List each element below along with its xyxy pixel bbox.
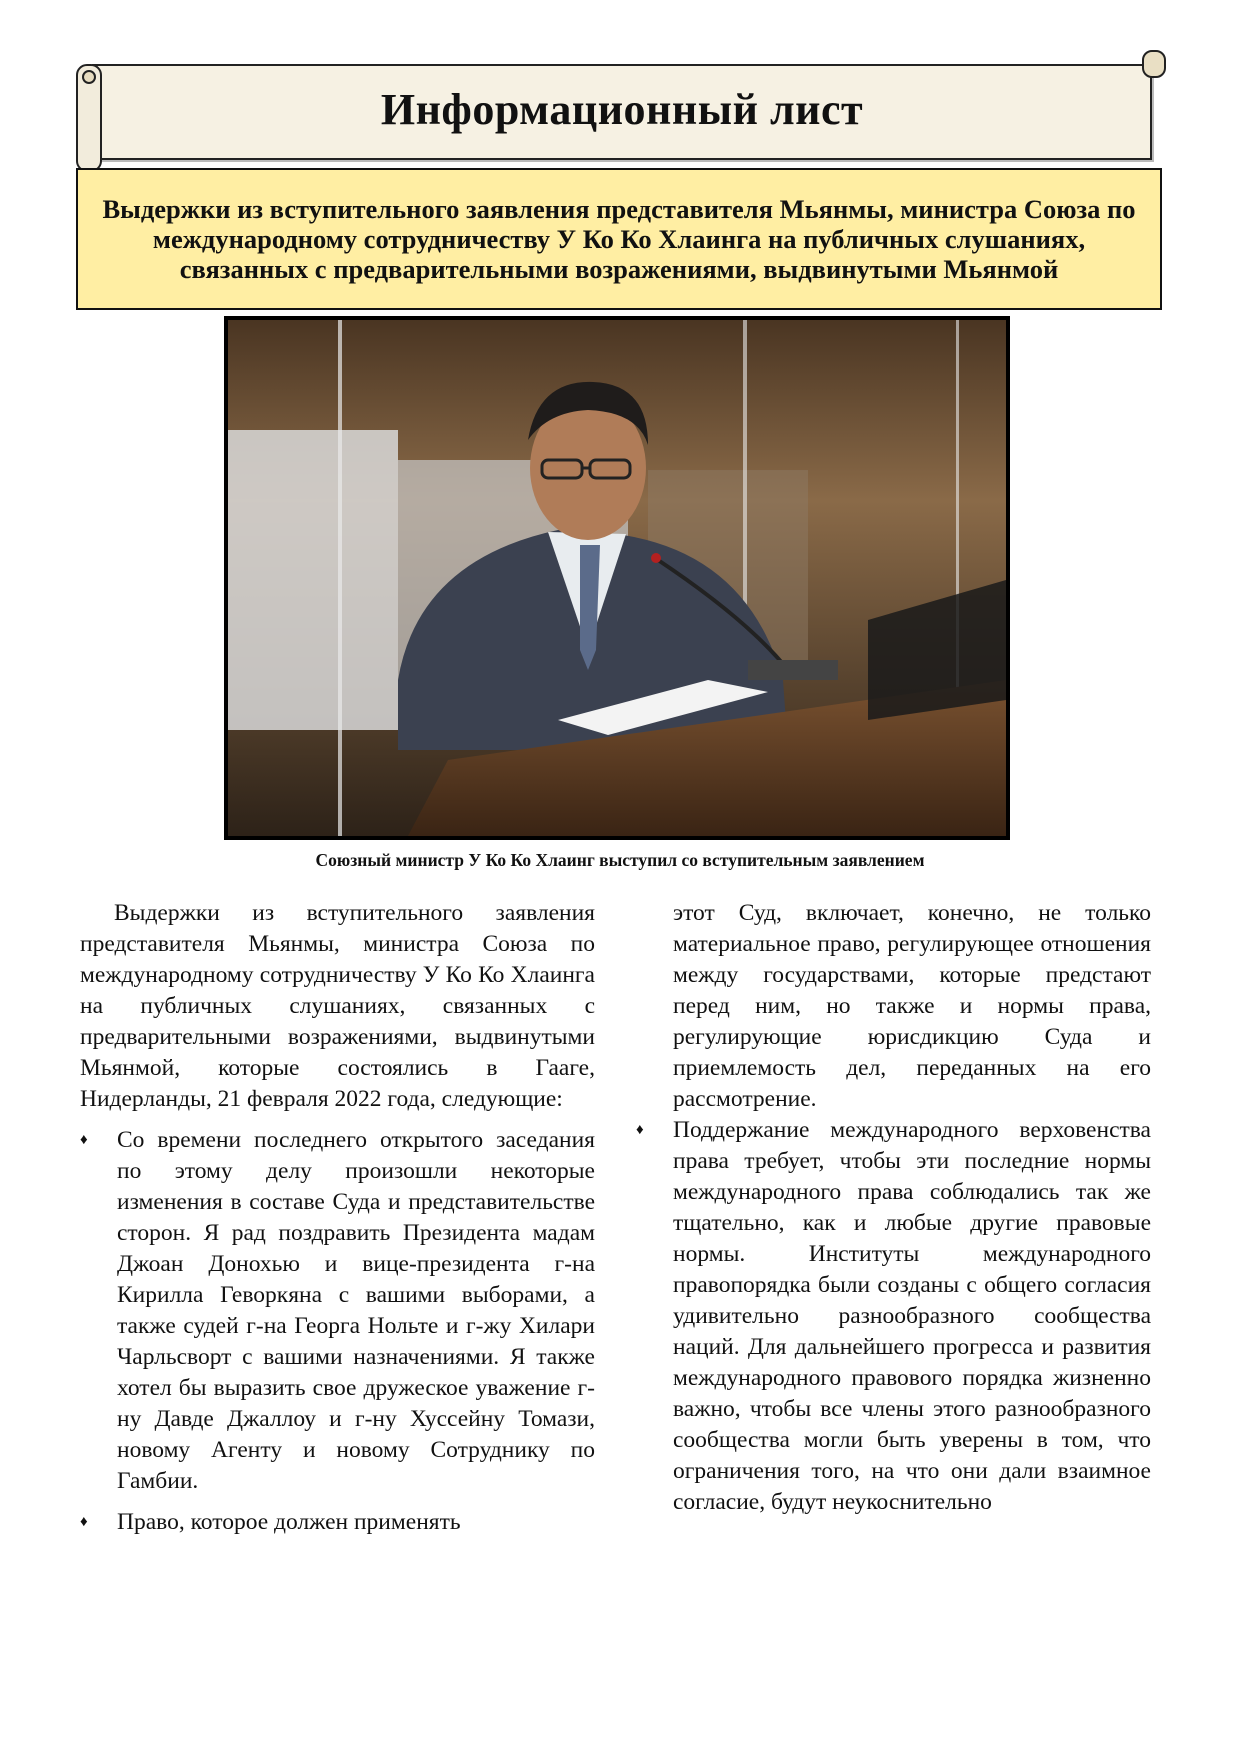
- page-title: Информационный лист: [380, 85, 864, 134]
- bullet-text: Поддержание международного верховенства права требует, чтобы эти последние нормы международного права соблюдались так же тщательно, как и любые другие правовые нормы. Институты международного правопорядка были созданы с общего согласия удивительно разнообразного сообщества наций. Для дальнейшего прогресса и развития международного правового порядка жизненно важно, чтобы все члены этого разнообразного сообщества могли быть уверены в том, что ограничения того, на что они дали взаимное согласие, будут неукоснительно: [673, 1117, 1151, 1515]
- list-item: [80, 1125, 595, 1497]
- list-item: [636, 1115, 1151, 1518]
- subtitle-box: [76, 168, 1162, 310]
- article-column-left: [80, 898, 595, 1548]
- list-item: [80, 1507, 595, 1538]
- article-column-right: [636, 898, 1151, 1528]
- diamond-bullet-icon: ♦: [80, 1514, 88, 1530]
- title-banner: [76, 58, 1166, 164]
- diamond-bullet-icon: ♦: [636, 1122, 644, 1138]
- speaker-photo: [224, 316, 1010, 840]
- bullet-text: Право, которое должен применять: [117, 1509, 461, 1535]
- scroll-curl-right: [1142, 50, 1166, 78]
- intro-paragraph: Выдержки из вступительного заявления представителя Мьянмы, министра Союза по международному сотрудничеству У Ко Ко Хлаинга на публичных слушаниях, связанных с предварительными возражениями, выдвинутыми Мьянмой, которые состоялись в Гааге, Нидерланды, 21 февраля 2022 года, следующие:: [80, 900, 595, 1112]
- bullet-text: Со времени последнего открытого заседания по этому делу произошли некоторые изменения в составе Суда и представительстве сторон. Я рад поздравить Президента мадам Джоан Донохью и вице-президента г-на Кирилла Геворкяна с вашими выборами, а также судей г-на Георга Нольте и г-жу Хилари Чарльсворт с вашими назначениями. Я также хотел бы выразить свое дружеское уважение г-ну Давде Джаллоу и г-ну Хуссейну Томази, новому Агенту и новому Сотруднику по Гамбии.: [117, 1127, 595, 1494]
- subtitle: Выдержки из вступительного заявления представителя Мьянмы, министра Союза по международному сотрудничеству У Ко Ко Хлаинга на публичных слушаниях, связанных с предварительными возражениями, выдвинутыми Мьянмой: [102, 194, 1136, 284]
- photo-caption: Союзный министр У Ко Ко Хлаинг выступил со вступительным заявлением: [315, 850, 925, 870]
- continuation-paragraph: этот Суд, включает, конечно, не только материальное право, регулирующее отношения между государствами, которые предстают перед ним, но также и нормы права, регулирующие юрисдикцию Суда и приемлемость дел, переданных на его рассмотрение.: [673, 900, 1151, 1112]
- diamond-bullet-icon: ♦: [80, 1132, 88, 1148]
